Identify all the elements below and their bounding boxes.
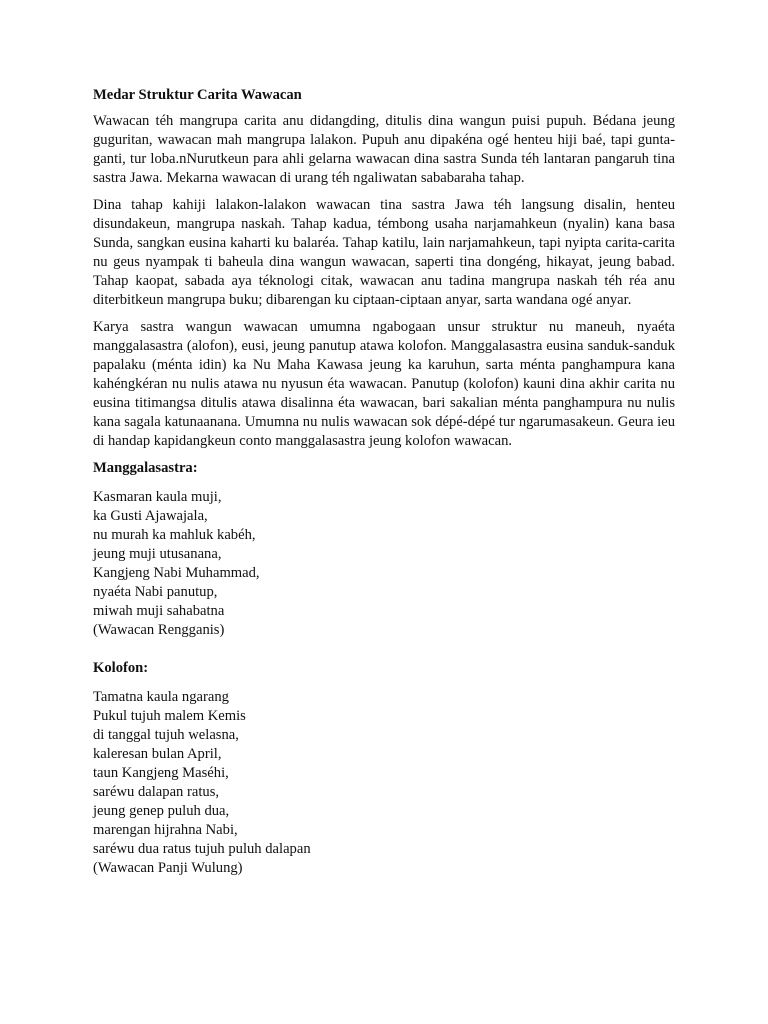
document-page <box>93 86 675 897</box>
poem-source: (Wawacan Panji Wulung) <box>93 860 243 876</box>
poem-source: (Wawacan Rengganis) <box>93 622 225 638</box>
poem-line: Kasmaran kaula muji, <box>93 489 222 505</box>
poem-line: saréwu dua ratus tujuh puluh dalapan <box>93 841 311 857</box>
poem-line: jeung muji utusanana, <box>93 546 222 562</box>
poem-line: marengan hijrahna Nabi, <box>93 822 238 838</box>
paragraph-stages: Dina tahap kahiji lalakon-lalakon wawacan tina sastra Jawa téh langsung disalin, henteu disundakeun, mangrupa naskah. Tahap kadua, témbong usaha narjamahkeun (nyalin) kana basa Sunda, sangkan eusina kaharti ku balaréa. Tahap katilu, lain narjamahkeun, tapi nyipta carita-carita nu geus nyampak ti baheula dina wangun wawacan, saperti tina dongéng, hikayat, jeung babad. Tahap kaopat, sabada aya téknologi citak, wawacan anu tadina mangrupa naskah téh réa anu diterbitkeun mangrupa buku; dibarengan ku ciptaan-ciptaan anyar, sarta wandana ogé anyar. <box>93 197 675 308</box>
poem-line: miwah muji sahabatna <box>93 603 225 619</box>
kolofon-poem <box>93 688 675 878</box>
poem-line: Tamatna kaula ngarang <box>93 689 229 705</box>
poem-line: ka Gusti Ajawajala, <box>93 508 208 524</box>
poem-line: nyaéta Nabi panutup, <box>93 584 218 600</box>
kolofon-heading: Kolofon: <box>93 660 149 676</box>
poem-line: taun Kangjeng Maséhi, <box>93 765 229 781</box>
manggalasastra-heading: Manggalasastra: <box>93 460 198 476</box>
poem-line: saréwu dalapan ratus, <box>93 784 220 800</box>
document-title: Medar Struktur Carita Wawacan <box>93 87 302 103</box>
poem-line: jeung genep puluh dua, <box>93 803 230 819</box>
poem-line: nu murah ka mahluk kabéh, <box>93 527 256 543</box>
poem-line: Kangjeng Nabi Muhammad, <box>93 565 260 581</box>
paragraph-intro: Wawacan téh mangrupa carita anu didangding, ditulis dina wangun puisi pupuh. Bédana jeung guguritan, wawacan mah mangrupa lalakon. Pupuh anu dipakéna ogé henteu hiji baé, tapi gunta-ganti, tur loba.nNurutkeun para ahli gelarna wawacan dina sastra Sunda téh lantaran pangaruh tina sastra Jawa. Mekarna wawacan di urang téh ngaliwatan sababaraha tahap. <box>93 113 675 186</box>
poem-line: kaleresan bulan April, <box>93 746 222 762</box>
poem-line: di tanggal tujuh welasna, <box>93 727 239 743</box>
manggalasastra-poem <box>93 488 675 640</box>
paragraph-structure: Karya sastra wangun wawacan umumna ngabogaan unsur struktur nu maneuh, nyaéta manggalasastra (alofon), eusi, jeung panutup atawa kolofon. Manggalasastra eusina sanduk-sanduk papalaku (ménta idin) ka Nu Maha Kawasa jeung ka karuhun, sarta ménta panghampura kana kahéngkéran nu nulis atawa nu nyusun éta wawacan. Panutup (kolofon) kauni dina akhir carita nu eusina titimangsa ditulis atawa disalinna éta wawacan, bari sakalian ménta panghampura nu nulis kana sagala katunaanana. Umumna nu nulis wawacan sok dépé-dépé tur ngarumasakeun. Geura ieu di handap kapidangkeun conto manggalasastra jeung kolofon wawacan. <box>93 319 675 449</box>
poem-line: Pukul tujuh malem Kemis <box>93 708 246 724</box>
